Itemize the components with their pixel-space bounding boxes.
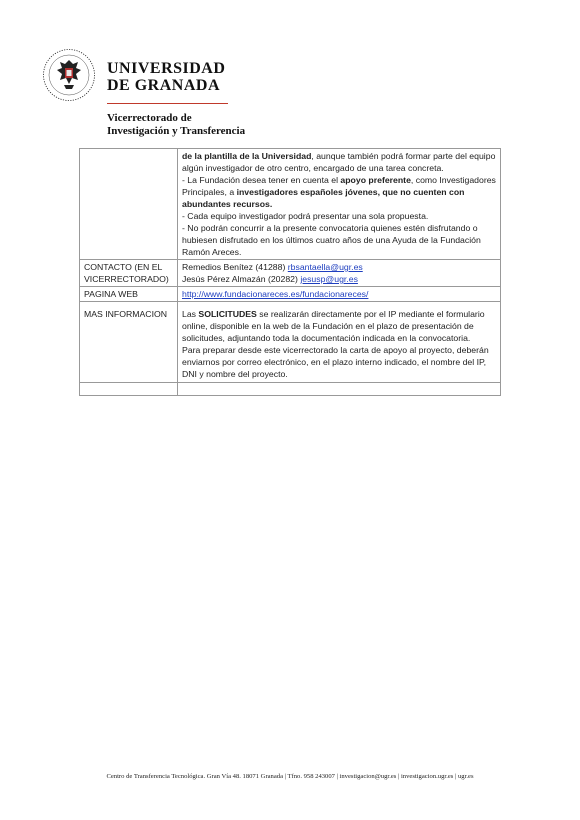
contact-line-1 xyxy=(182,261,496,273)
paragraph-text: - La Fundación desea tener en cuenta el xyxy=(182,175,341,185)
more-info-paragraph-1 xyxy=(182,308,496,344)
paragraph-text: , aunque también podrá formar parte del equipo algún investigador de otro centro, encargado de una tarea concreta. xyxy=(182,151,496,173)
info-table xyxy=(79,148,501,396)
page-footer: Centro de Transferencia Tecnológica. Gran Vía 48. 18071 Granada | Tfno. 958 243007 | investigacion@ugr.es | investigacion.ugr.es | ugr.es xyxy=(106,773,474,780)
bold-text: de la plantilla de la Universidad xyxy=(182,151,312,161)
bold-text: SOLICITUDES xyxy=(198,309,257,319)
university-seal-icon xyxy=(42,48,96,102)
letterhead xyxy=(42,48,242,108)
header-divider xyxy=(107,103,228,104)
more-info-label: MAS INFORMACION xyxy=(80,302,178,383)
requirements-paragraph-2 xyxy=(182,174,496,210)
department-name-line1: Vicerrectorado de xyxy=(107,112,192,124)
department-name-line2: Investigación y Transferencia xyxy=(107,125,246,137)
university-name-line2: DE GRANADA xyxy=(107,77,220,94)
bold-text: investigadores españoles jóvenes, que no cuenten con abundantes recursos. xyxy=(182,187,465,209)
contact-cell xyxy=(178,260,501,287)
empty-cell xyxy=(178,383,501,396)
department-name xyxy=(107,112,245,138)
empty-cell xyxy=(80,383,178,396)
bold-text: apoyo preferente xyxy=(340,175,411,185)
contact-name: Jesús Pérez Almazán (20282) xyxy=(182,274,301,284)
email-link[interactable]: rbsantaella@ugr.es xyxy=(287,262,363,272)
row-label xyxy=(80,149,178,260)
table-row-web xyxy=(80,287,501,302)
contact-name: Remedios Benítez (41288) xyxy=(182,262,288,272)
requirements-paragraph-4: - No podrán concurrir a la presente convocatoria quienes estén disfrutando o hubiesen disfrutado en los últimos cuatro años de una Ayuda de la Fundación Ramón Areces. xyxy=(182,223,481,257)
paragraph-text: se realizarán directamente por el IP mediante el formulario online, disponible en la web de la Fundación en el plazo de presentación de solicitudes, adjuntando toda la documentación indicada en la convocatoria. xyxy=(182,309,485,343)
table-row-more-info xyxy=(80,302,501,383)
website-link[interactable]: http://www.fundacionareces.es/fundacionareces/ xyxy=(182,289,369,299)
email-link[interactable]: jesusp@ugr.es xyxy=(300,274,358,284)
requirements-cell xyxy=(178,149,501,260)
table-row-contact xyxy=(80,260,501,287)
web-label: PAGINA WEB xyxy=(80,287,178,302)
paragraph-text: , como Investigadores Principales, a xyxy=(182,175,496,197)
contact-line-2 xyxy=(182,273,496,285)
web-cell xyxy=(178,287,501,302)
more-info-paragraph-2: Para preparar desde este vicerrectorado la carta de apoyo al proyecto, deberán enviarnos por correo electrónico, en el plazo interno indicado, el nombre del IP, DNI y nombre del proyecto. xyxy=(182,345,489,379)
table-row-requirements xyxy=(80,149,501,260)
requirements-paragraph-3: - Cada equipo investigador podrá presentar una sola propuesta. xyxy=(182,211,429,221)
requirements-paragraph-1 xyxy=(182,150,496,174)
paragraph-text: Las xyxy=(182,309,199,319)
table-row-empty xyxy=(80,383,501,396)
university-name xyxy=(107,60,225,94)
contact-label: CONTACTO (EN EL VICERRECTORADO) xyxy=(80,260,178,287)
university-name-line1: UNIVERSIDAD xyxy=(107,60,226,77)
more-info-cell xyxy=(178,302,501,383)
